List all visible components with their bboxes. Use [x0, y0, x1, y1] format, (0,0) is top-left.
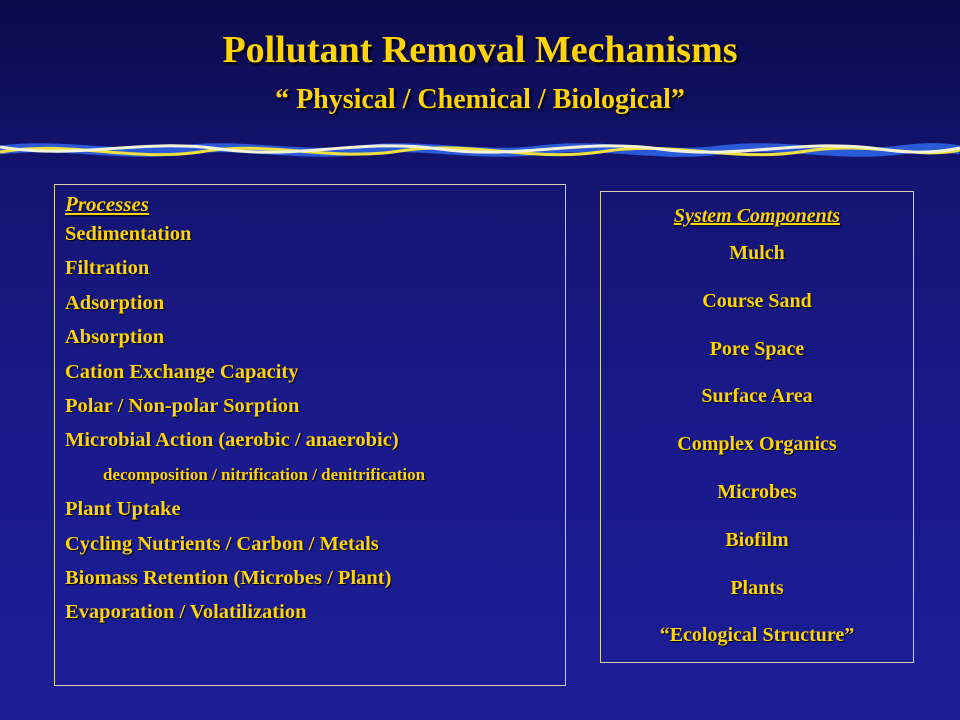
- processes-heading: Processes: [65, 192, 149, 216]
- processes-list: [65, 217, 555, 630]
- component-item: Pore Space: [709, 337, 805, 360]
- components-list: [601, 230, 913, 660]
- component-item: Complex Organics: [677, 433, 837, 456]
- process-subitem: decomposition / nitrification / denitrification: [103, 464, 426, 484]
- process-item: Microbial Action (aerobic / anaerobic): [65, 429, 399, 452]
- processes-box: [54, 184, 566, 686]
- slide-title: Pollutant Removal Mechanisms: [222, 29, 738, 71]
- process-item: Evaporation / Volatilization: [65, 601, 307, 624]
- process-item: Biomass Retention (Microbes / Plant): [65, 567, 392, 590]
- component-item: “Ecological Structure”: [659, 624, 855, 647]
- process-item: Adsorption: [65, 291, 165, 314]
- process-item: Plant Uptake: [65, 498, 181, 521]
- component-item: Microbes: [717, 480, 797, 503]
- process-item: Sedimentation: [65, 223, 192, 245]
- components-heading: System Components: [673, 205, 841, 227]
- process-item: Filtration: [65, 257, 150, 280]
- process-item: Cycling Nutrients / Carbon / Metals: [65, 532, 379, 555]
- component-item: Plants: [730, 576, 784, 599]
- component-item: Surface Area: [701, 385, 813, 408]
- component-item: Biofilm: [725, 528, 789, 551]
- components-box: [600, 191, 914, 663]
- decorative-wave-divider: [0, 132, 960, 172]
- component-item: Course Sand: [702, 289, 812, 312]
- slide-subtitle: “ Physical / Chemical / Biological”: [275, 84, 685, 115]
- process-item: Cation Exchange Capacity: [65, 360, 299, 383]
- component-item: Mulch: [729, 242, 785, 264]
- process-item: Absorption: [65, 326, 165, 349]
- process-item: Polar / Non-polar Sorption: [65, 395, 300, 418]
